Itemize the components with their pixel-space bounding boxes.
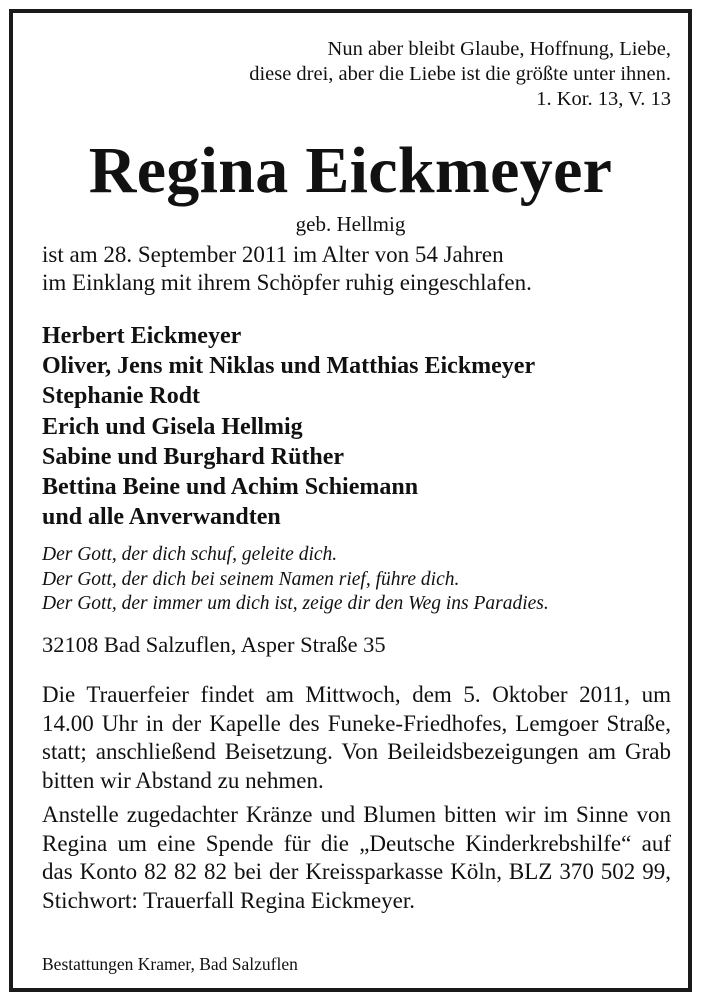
mourners-list	[42, 321, 662, 532]
mourner-entry: Herbert Eickmeyer	[42, 323, 242, 349]
mourner-entry: Bettina Beine und Achim Schiemann	[42, 474, 419, 501]
notice-line: ist am 28. September 2011 im Alter von 54 Jahren	[42, 242, 504, 267]
bible-epigraph	[111, 37, 671, 112]
mourner-entry: Stephanie Rodt	[42, 383, 201, 410]
birth-name: geb. Hellmig	[295, 212, 406, 236]
obituary-content	[13, 13, 688, 988]
epigraph-reference: 1. Kor. 13, V. 13	[536, 88, 671, 110]
mourner-entry: Oliver, Jens mit Niklas und Matthias Eickmeyer	[42, 353, 536, 380]
funeral-home: Bestattungen Kramer, Bad Salzuflen	[42, 954, 298, 974]
funeral-details: Die Trauerfeier findet am Mittwoch, dem 5. Oktober 2011, um 14.00 Uhr in der Kapelle des Funeke-Friedhofes, Lemgoer Straße, statt; anschließend Beisetzung. Von Beileidsbezeigungen am Grab bitten wir Abstand zu nehmen.	[42, 682, 671, 793]
donation-request: Anstelle zugedachter Kränze und Blumen bitten wir im Sinne von Regina um eine Spende für die „Deutsche Kinderkrebshilfe“ auf das Konto 82 82 82 bei der Kreissparkasse Köln, BLZ 370 502 99, Stichwort: Trauerfall Regina Eickmeyer.	[42, 802, 671, 913]
verse-line: Der Gott, der dich schuf, geleite dich.	[42, 544, 338, 565]
death-notice	[42, 241, 662, 297]
verse-line: Der Gott, der immer um dich ist, zeige dir den Weg ins Paradies.	[42, 593, 549, 614]
mourner-entry: Sabine und Burghard Rüther	[42, 443, 345, 470]
verse-line: Der Gott, der dich bei seinem Namen rief, führe dich.	[42, 568, 460, 590]
obituary-frame	[9, 9, 692, 992]
notice-line: im Einklang mit ihrem Schöpfer ruhig eingeschlafen.	[42, 270, 532, 295]
mourner-entry: und alle Anverwandten	[42, 504, 281, 531]
blessing-verse	[42, 543, 662, 617]
deceased-name: Regina Eickmeyer	[88, 134, 613, 207]
mourner-entry: Erich und Gisela Hellmig	[42, 413, 303, 440]
epigraph-line: Nun aber bleibt Glaube, Hoffnung, Liebe,	[327, 38, 671, 60]
family-address: 32108 Bad Salzuflen, Asper Straße 35	[42, 632, 386, 657]
epigraph-line: diese drei, aber die Liebe ist die größte unter ihnen.	[249, 63, 671, 85]
